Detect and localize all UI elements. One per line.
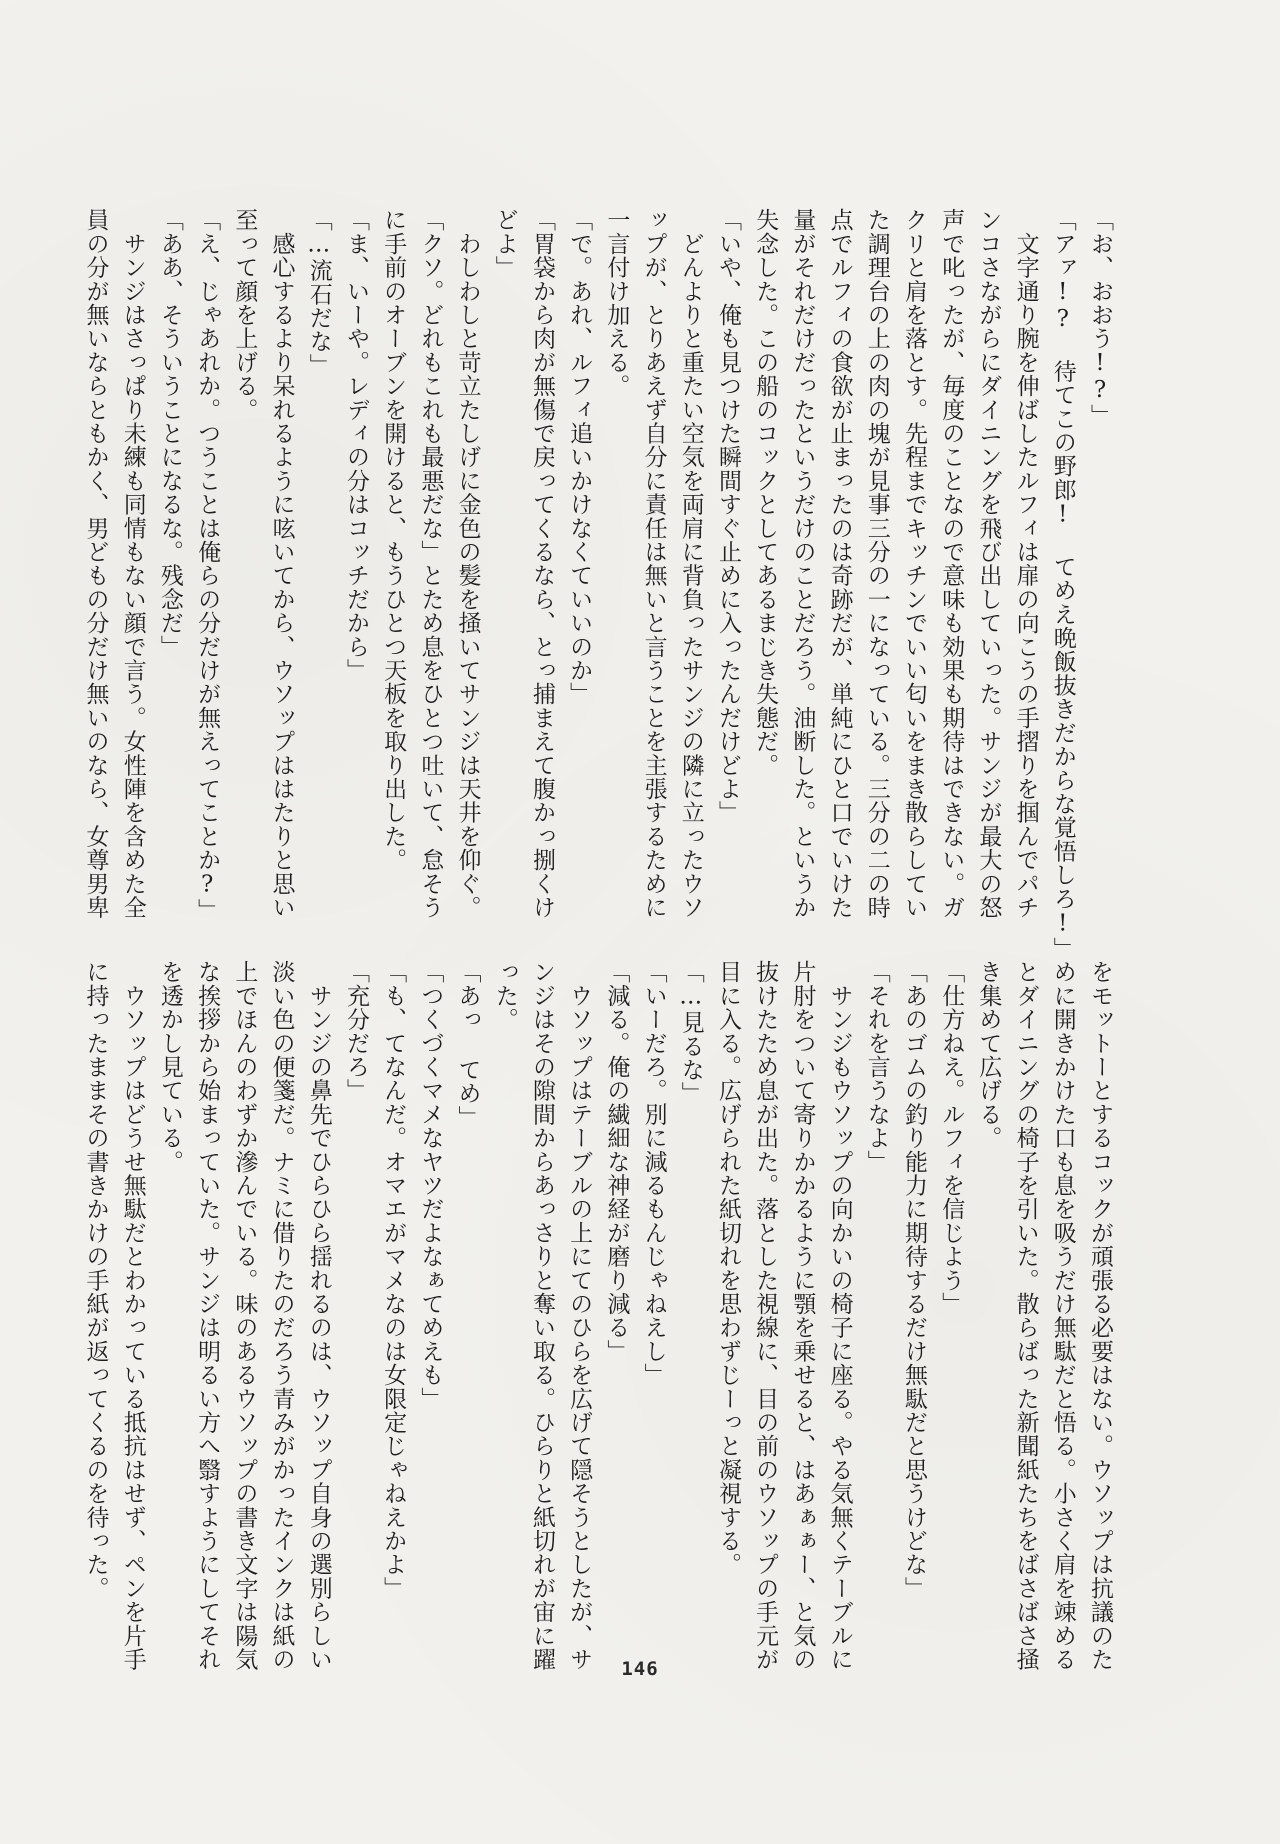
text-line: 「お、おおう!?」 (1087, 208, 1113, 428)
text-line: サンジもウソップの向かいの椅子に座る。やる気無くテーブルに (826, 960, 853, 1671)
text-line: 至って顔を上げる。 (231, 208, 258, 422)
text-line: 「あのゴムの釣り能力に期待するだけ無駄だと思うけどな」 (900, 960, 927, 1600)
text-line: 「え、じゃあれか。つうことは俺らの分だけが無えってことか?」 (194, 208, 221, 922)
text-line: ウソップはどうせ無駄だとわかっている抵抗はせず、ペンを片手 (119, 960, 146, 1671)
text-line: ップが、とりあえず自分に責任は無いと言うことを主張するために (640, 208, 667, 919)
text-line: 抜けたため息が出た。落とした視線に、目の前のウソップの手元が (752, 960, 779, 1671)
text-line: をモットーとするコックが頑張る必要はない。ウソップは抗議のた (1087, 960, 1113, 1671)
text-line: 「仕方ねえ。ルフィを信じよう」 (938, 960, 965, 1316)
text-line: 「も、てなんだ。オマエがマメなのは女限定じゃねえかよ」 (380, 960, 407, 1600)
text-line: 「充分だろ」 (342, 960, 369, 1103)
text-line: 一言付け加える。 (603, 208, 630, 398)
text-line: 声で叱ったが、毎度のことなので意味も効果も期待はできない。ガ (938, 208, 965, 919)
text-line: 「つくづくマメなヤツだよなぁてめえも」 (417, 960, 444, 1411)
top-text-block (76, 208, 1118, 961)
text-line: 「あっ てめ」 (454, 960, 481, 1129)
text-line: な挨拶から始まっていた。サンジは明るい方へ翳すようにしてそれ (194, 960, 221, 1671)
text-line: どよ」 (491, 208, 518, 280)
text-line: 「…流石だな」 (305, 208, 332, 377)
text-line: 文字通り腕を伸ばしたルフィは扉の向こうの手摺りを掴んでパチ (1012, 208, 1039, 919)
text-line: 目に入る。広げられた紙切れを思わずじーっと凝視する。 (714, 960, 741, 1577)
text-line: た調理台の上の肉の塊が見事三分の一になっている。三分の二の時 (863, 208, 890, 919)
text-line: 失念した。この船のコックとしてあるまじき失態だ。 (752, 208, 779, 777)
text-line: ンジはその隙間からあっさりと奪い取る。ひらりと紙切れが宙に躍 (528, 960, 555, 1672)
text-line: 感心するより呆れるように呟いてから、ウソップははたりと思い (268, 208, 295, 919)
text-line: わしわしと苛立たしげに金色の髪を掻いてサンジは天井を仰ぐ。 (454, 208, 481, 919)
text-line: に手前のオーブンを開けると、もうひとつ天板を取り出した。 (380, 208, 407, 872)
text-line: に持ったままその書きかけの手紙が返ってくるのを待った。 (82, 960, 109, 1600)
text-line: 員の分が無いならともかく、男どもの分だけ無いのなら、女尊男卑 (82, 208, 109, 919)
text-line: 「減る。俺の繊細な神経が磨り減る」 (603, 960, 630, 1363)
text-line: 上でほんのわずか滲んでいる。味のあるウソップの書き文字は陽気 (231, 960, 258, 1671)
text-line: った。 (491, 960, 518, 1032)
text-line: 片肘をついて寄りかかるように顎を乗せると、はあぁぁー、と気の (789, 960, 816, 1671)
text-line: 点でルフィの食欲が止まったのは奇跡だが、単純にひと口でいけた (826, 208, 853, 919)
text-line: めに開きかけた口も息を吸うだけ無駄だと悟る。小さく肩を竦める (1049, 960, 1076, 1671)
text-line: 「ま、いーや。レディの分はコッチだから」 (342, 208, 369, 682)
text-line: を透かし見ている。 (156, 960, 183, 1174)
text-line: ンコさながらにダイニングを飛び出していった。サンジが最大の怒 (975, 208, 1002, 919)
text-line: 「胃袋から肉が無傷で戻ってくるなら、とっ捕まえて腹かっ捌くけ (528, 208, 555, 919)
text-line: 「…見るな」 (677, 960, 704, 1106)
text-line: どんよりと重たい空気を両肩に背負ったサンジの隣に立ったウソ (677, 208, 704, 919)
text-line: 淡い色の便箋だ。ナミに借りたのだろう青みがかったインクは紙の (268, 960, 295, 1671)
text-line: ウソップはテーブルの上にてのひらを広げて隠そうとしたが、サ (566, 960, 593, 1671)
text-line: サンジの鼻先でひらひら揺れるのは、ウソップ自身の選別らしい (305, 960, 332, 1671)
text-line: 「クソ。どれもこれも最悪だな」とため息をひとつ吐いて、怠そう (417, 208, 444, 919)
text-line: サンジはさっぱり未練も同情もない顔で言う。女性陣を含めた全 (119, 208, 146, 920)
text-line: クリと肩を落とす。先程までキッチンでいい匂いをまき散らしてい (900, 208, 927, 919)
text-line: 「いや、俺も見つけた瞬間すぐ止めに入ったんだけどよ」 (714, 208, 741, 825)
page-number: 146 (621, 1658, 659, 1680)
text-line: とダイニングの椅子を引いた。散らばった新聞紙たちをばさばさ掻 (1012, 960, 1039, 1671)
text-line: 「ああ、そういうことになるな。残念だ」 (156, 208, 183, 659)
text-line: 「それを言うなよ」 (863, 960, 890, 1174)
text-line: 「で。あれ、ルフィ追いかけなくていいのか」 (566, 208, 593, 706)
text-line: 「いーだろ。別に減るもんじゃねえし」 (640, 960, 667, 1387)
text-line: 量がそれだけだったというだけのことだろう。油断した。というか (789, 208, 816, 919)
text-line: き集めて広げる。 (975, 960, 1002, 1150)
text-line: 「アァ!? 待てこの野郎! てめえ晩飯抜きだからな覚悟しろ!」 (1049, 208, 1076, 961)
